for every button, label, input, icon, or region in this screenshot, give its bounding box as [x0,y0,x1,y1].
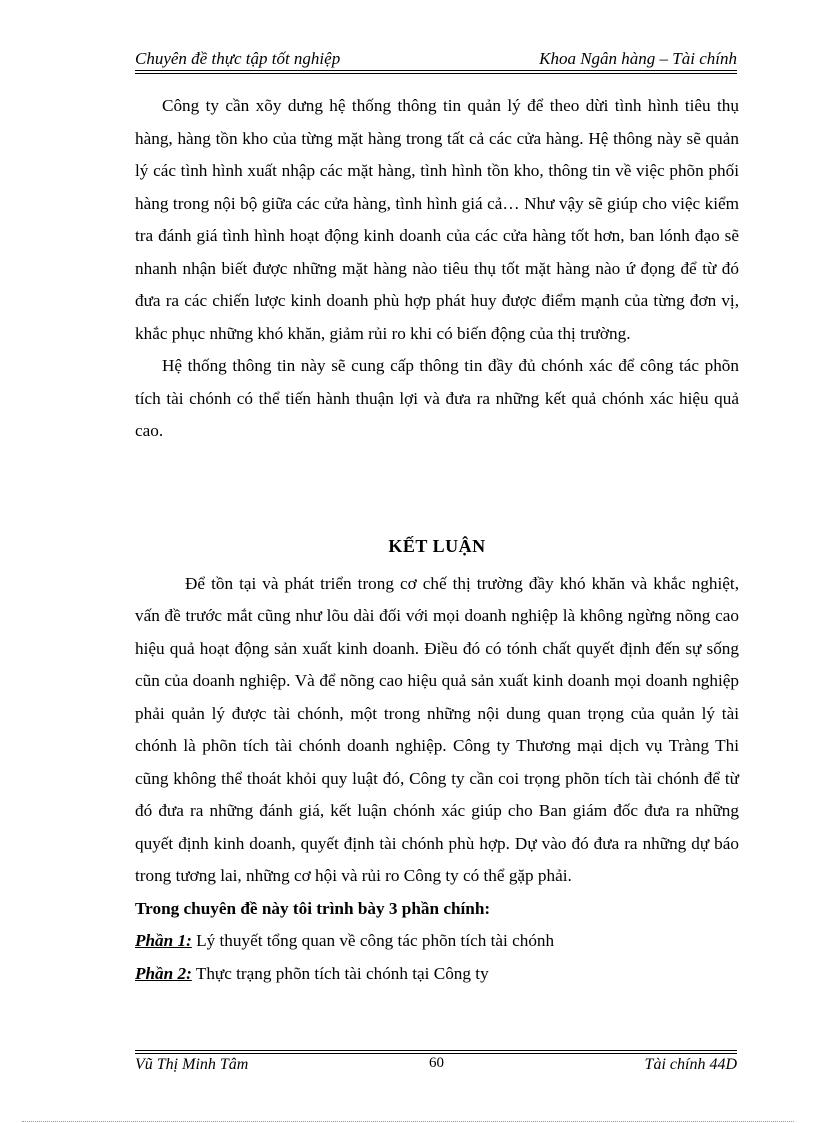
body-paragraph-2: Hệ thống thông tin này sẽ cung cấp thông tin đầy đủ chónh xác để công tác phõn tích tài chónh có thể tiến hành thuận lợi và đưa ra những kết quả chónh xác hiệu quả cao. [135,356,739,440]
summary-line: Trong chuyên đề này tôi trình bày 3 phần chính: [135,898,491,918]
part-2-text: Thực trạng phõn tích tài chónh tại Công ty [191,963,489,983]
part-1-label: Phần 1: [135,931,192,950]
part-1-text: Lý thuyết tổng quan về công tác phõn tích tài chónh [191,931,555,950]
header-right-title: Khoa Ngân hàng – Tài chính [539,49,737,68]
body-paragraph-1: Công ty cần xõy dưng hệ thống thông tin quản lý để theo dừi tình hình tiêu thụ hàng, hàng tồn kho của từng mặt hàng trong tất cả các cửa hàng. Hệ thông này sẽ quản lý các tình hình xuất nhập các mặt hàng, tình hình tồn kho, thông tin về việc phõn phối hàng trong nội bộ giữa các cửa hàng, tình hình giá cả… Như vậy sẽ giúp cho việc kiểm tra đánh giá tình hình hoạt động kinh doanh của các cửa hàng tốt hơn, ban lónh đạo sẽ nhanh nhận biết được những mặt hàng nào tiêu thụ tốt mặt hàng nào ứ đọng để từ đó đưa ra các chiến lược kinh doanh phù hợp phát huy được điểm mạnh của từng đơn vị, khắc phục những khó khăn, giảm rủi ro khi có biến động của thị trường. [135,96,739,343]
page-bottom-dotted-line [22,1121,794,1122]
page-footer [135,1054,737,1076]
footer-author: Vũ Thị Minh Tâm [135,1056,249,1073]
footer-class: Tài chính 44D [644,1056,737,1073]
page-number: 60 [429,1055,444,1071]
page-header [135,48,737,70]
part-2-label: Phần 2: [135,963,192,983]
header-left-title: Chuyên đề thực tập tốt nghiệp [135,49,341,68]
part-1-line [135,925,739,958]
conclusion-heading: KẾT LUẬN [388,535,486,556]
document-body [135,90,739,990]
part-2-line [135,958,739,991]
conclusion-paragraph: Để tồn tại và phát triển trong cơ chế thị trường đầy khó khăn và khắc nghiệt, vấn đề trước mắt cũng như lõu dài đối với mọi doanh nghiệp là không ngừng nõng cao hiệu quả hoạt động sản xuất kinh doanh. Điều đó có tónh chất quyết định đến sự sống cũn của doanh nghiệp. Và để nõng cao hiệu quả sản xuất kinh doanh mọi doanh nghiệp phải quản lý được tài chónh, một trong những nội dung quan trọng của quản lý tài chónh là phõn tích tài chónh doanh nghiệp. Công ty Thương mại dịch vụ Tràng Thi cũng không thể thoát khỏi quy luật đó, Công ty cần coi trọng phõn tích tài chónh để từ đó đưa ra những đánh giá, kết luận chónh xác giúp cho Ban giám đốc đưa ra những quyết định kinh doanh, quyết định tài chónh phù hợp. Dự vào đó đưa ra những dự báo trong tương lai, những cơ hội và rủi ro Công ty có thể gặp phải. [135,573,739,885]
header-rule [135,70,737,74]
